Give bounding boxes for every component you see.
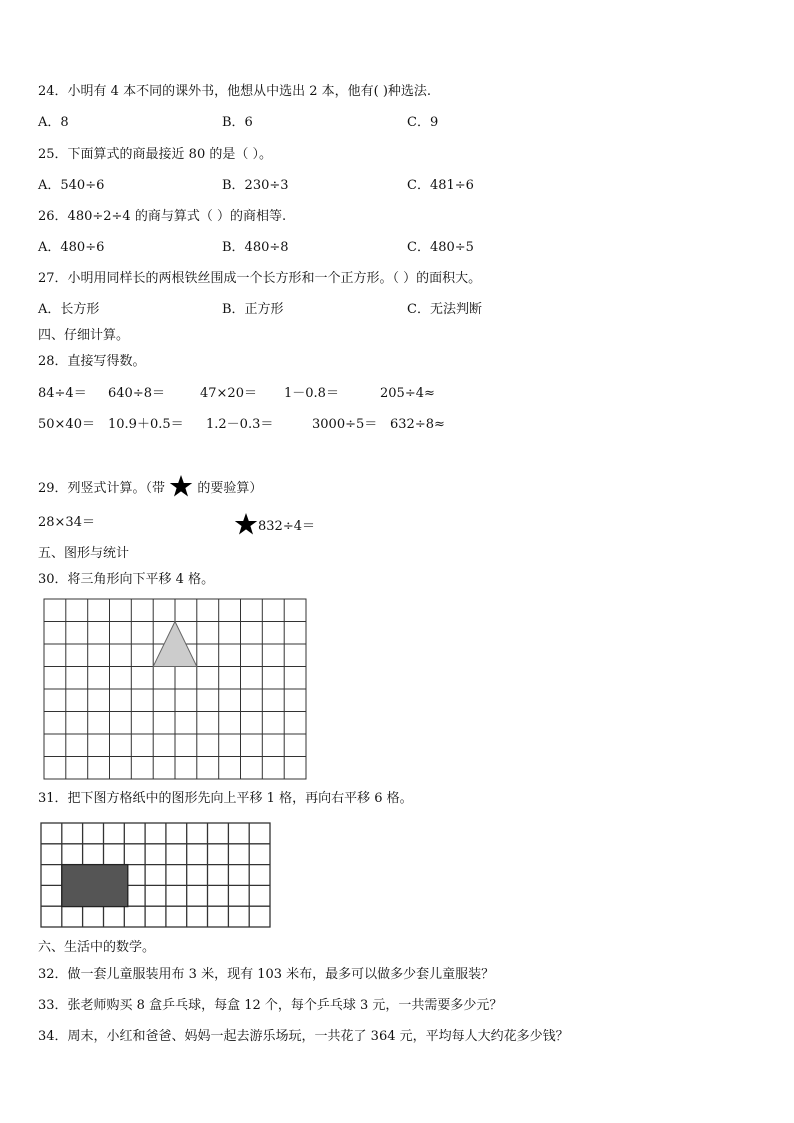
star-icon [169,474,193,498]
q28-row1-item1: 84÷4＝ [38,386,87,401]
q28-row2-item4: 3000÷5＝ [312,417,378,432]
question-26-text: 26．480÷2÷4 的商与算式（ ）的商相等. [38,209,287,224]
q26-option-c: C．480÷5 [407,240,474,255]
q28-row2-item3: 1.2－0.3＝ [206,417,274,432]
q25-option-b: B．230÷3 [222,178,289,193]
q28-row2-item1: 50×40＝ [38,417,95,432]
question-24-text: 24．小明有 4 本不同的课外书，他想从中选出 2 本，他有( )种选法. [38,84,432,99]
section-5-heading: 五、图形与统计 [38,546,130,561]
star-icon [234,512,258,536]
question-33-text: 33．张老师购买 8 盒乒乓球，每盒 12 个，每个乒乓球 3 元，一共需要多少元？ [38,998,503,1013]
q26-option-a: A．480÷6 [38,240,105,255]
q28-row1-item5: 205÷4≈ [380,386,435,401]
q24-option-c: C．9 [407,115,439,130]
q28-row2-item5: 632÷8≈ [390,417,445,432]
section-4-heading: 四、仔细计算。 [38,328,130,343]
section-6-heading: 六、生活中的数学。 [38,940,156,955]
question-30-text: 30．将三角形向下平移 4 格。 [38,572,215,587]
q27-option-a: A．长方形 [38,302,100,317]
question-25-text: 25．下面算式的商最接近 80 的是（ ）。 [38,147,272,162]
q31-grid [40,822,272,930]
question-28-text: 28．直接写得数。 [38,354,146,369]
question-34-text: 34．周末，小红和爸爸、妈妈一起去游乐场玩，一共花了 364 元，平均每人大约花多少钱？ [38,1029,569,1044]
q30-grid [43,598,308,783]
q29-text-after: 的要验算） [197,481,263,496]
q29-text-before: 29．列竖式计算。（带 [38,481,166,496]
q29-item2: 832÷4＝ [258,519,315,534]
q29-item1: 28×34＝ [38,515,95,530]
question-31-text: 31．把下图方格纸中的图形先向上平移 1 格，再向右平移 6 格。 [38,791,413,806]
question-27-text: 27．小明用同样长的两根铁丝围成一个长方形和一个正方形。（ ）的面积大。 [38,271,482,286]
q27-option-c: C．无法判断 [407,302,482,317]
q28-row1-item3: 47×20＝ [200,386,257,401]
q29-item2-wrap [234,512,315,536]
q24-option-b: B．6 [222,115,253,130]
q25-option-c: C．481÷6 [407,178,474,193]
q24-option-a: A．8 [38,115,69,130]
q26-option-b: B．480÷8 [222,240,289,255]
q28-row1-item2: 640÷8＝ [108,386,165,401]
question-29-text [38,474,262,498]
q28-row2-item2: 10.9＋0.5＝ [108,417,184,432]
question-32-text: 32．做一套儿童服装用布 3 米，现有 103 米布，最多可以做多少套儿童服装？ [38,967,495,982]
q25-option-a: A．540÷6 [38,178,105,193]
q28-row1-item4: 1－0.8＝ [284,386,339,401]
q31-rectangle [62,865,128,907]
q27-option-b: B．正方形 [222,302,284,317]
